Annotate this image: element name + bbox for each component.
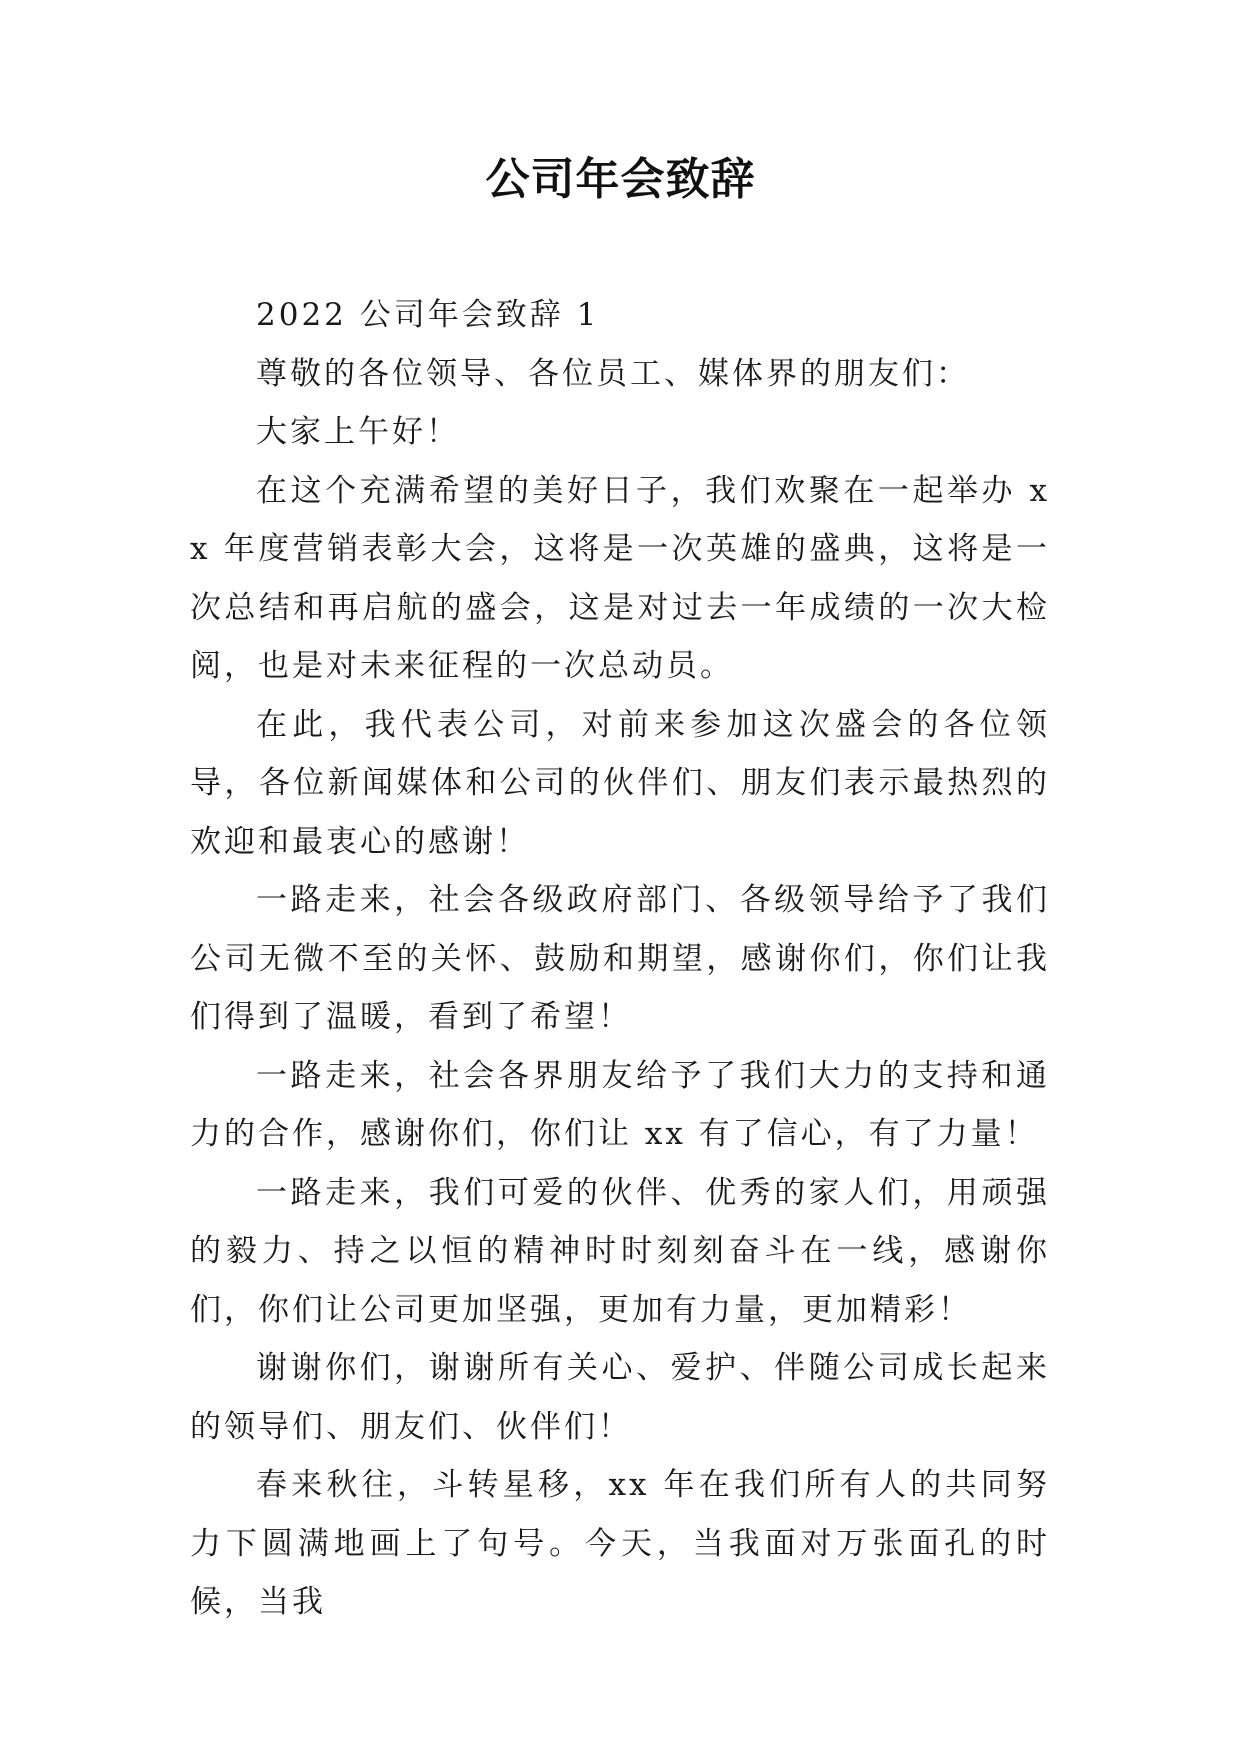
body-paragraph: 一路走来，社会各界朋友给予了我们大力的支持和通力的合作，感谢你们，你们让 xx 有了信心，有了力量！ — [190, 1057, 1050, 1152]
body-paragraph: 谢谢你们，谢谢所有关心、爱护、伴随公司成长起来的领导们、朋友们、伙伴们！ — [190, 1350, 1050, 1445]
speech-heading: 2022 公司年会致辞 1 — [256, 297, 600, 333]
body-paragraph: 春来秋往，斗转星移，xx 年在我们所有人的共同努力下圆满地画上了句号。今天，当我面对万张面孔的时候，当我 — [190, 1467, 1050, 1620]
body-paragraph: 一路走来，社会各级政府部门、各级领导给予了我们公司无微不至的关怀、鼓励和期望，感谢你们，你们让我们得到了温暖，看到了希望！ — [190, 882, 1050, 1035]
body-paragraph: 在这个充满希望的美好日子，我们欢聚在一起举办 xx 年度营销表彰大会，这将是一次英雄的盛典，这将是一次总结和再启航的盛会，这是对过去一年成绩的一次大检阅，也是对未来征程的一次总动员。 — [190, 472, 1050, 684]
greeting: 大家上午好！ — [256, 414, 460, 450]
body-paragraph: 一路走来，我们可爱的伙伴、优秀的家人们，用顽强的毅力、持之以恒的精神时时刻刻奋斗在一线，感谢你们，你们让公司更加坚强，更加有力量，更加精彩！ — [190, 1174, 1050, 1328]
document-body — [190, 286, 1050, 1632]
body-paragraph: 在此，我代表公司，对前来参加这次盛会的各位领导，各位新闻媒体和公司的伙伴们、朋友们表示最热烈的欢迎和最衷心的感谢！ — [190, 706, 1050, 860]
salutation: 尊敬的各位领导、各位员工、媒体界的朋友们： — [256, 355, 970, 392]
document-title: 公司年会致辞 — [485, 154, 756, 205]
